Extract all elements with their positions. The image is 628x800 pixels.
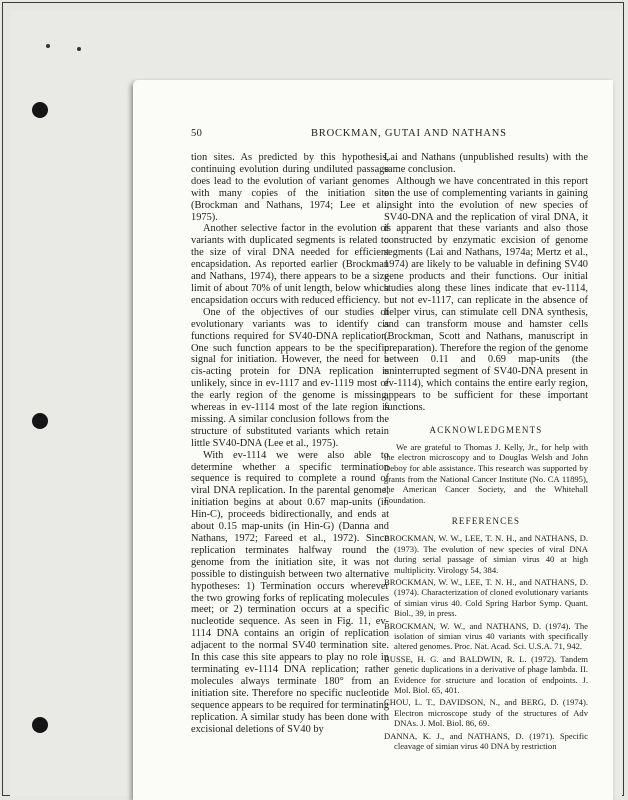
- body-paragraph: Although we have concentrated in this report on the use of complementing variants in gaining insight into the evolution of new species of SV40-DNA and the replication of viral DNA, it is apparent that these variants and also those constructed by enzymatic excision of genome segments (Lai and Nathans, 1974a; Mertz et al., 1974) are likely to be valuable in defining SV40 gene products and their functions. Our initial studies along these lines indicate that ev-1114, but not ev-1117, can replicate in the absence of helper virus, can stimulate cell DNA synthesis, and can transform mouse and hamster cells (Brockman, Scott and Nathans, manuscript in preparation). Therefore the region of the genome between 0.11 and 0.69 map-units (the uninterrupted segment of SV40-DNA present in ev-1114), which contains the entire early region, appears to be sufficient for these important functions.: [384, 175, 588, 414]
- running-head: BROCKMAN, GUTAI AND NATHANS: [311, 128, 507, 139]
- acknowledgments-text: We are grateful to Thomas J. Kelly, Jr., for help with the electron microscopy and to Douglas Welsh and John Deboy for able assistance. This research was supported by grants from the National Cancer Institute (No. CA 11895), the American Cancer Society, and the Whitehall Foundation.: [384, 441, 588, 505]
- reference-item: BUSSE, H. G. and BALDWIN, R. L. (1972). Tandem genetic duplications in a derivative of phage lambda. II. Evidence for structure and location of endpoints. J. Mol. Biol. 65, 401.: [384, 653, 588, 695]
- reference-item: BROCKMAN, W. W., LEE, T. N. H., and NATHANS, D. (1974). Characterization of cloned evolutionary variants of simian virus 40. Cold Spring Harbor Symp. Quant. Biol., 39, in press.: [384, 576, 588, 619]
- page-number: 50: [191, 128, 203, 139]
- left-column: [191, 152, 389, 735]
- body-paragraph: One of the objectives of our studies of evolutionary variants was to identify cis functions required for SV40-DNA replication. One such function appears to be the specific signal for initiation. However, the need for a cis-acting protein for DNA replication is unlikely, since in ev-1117 and ev-1119 most of the early region of the genome is missing, whereas in ev-1114 most of the late region is missing. A similar conclusion follows from the structure of substituted variants which retain little SV40-DNA (Lee et al., 1975).: [191, 306, 389, 449]
- body-paragraph: Lai and Nathans (unpublished results) with the same conclusion.: [384, 152, 588, 175]
- body-paragraph: With ev-1114 we were also able to determine whether a specific termination sequence is required to complete a round of viral DNA replication. In the parental genome, initiation begins at about 0.67 map-units (in Hin-C), proceeds bidirectionally, and ends at about 0.15 map-units (in Hin-G) (Danna and Nathans, 1972; Fareed et al., 1972). Since replication terminates halfway round the genome from the initiation site, it was not possible to distinguish between two alternative hypotheses: 1) Termination occurs wherever the two growing forks of replicating molecules meet; or 2) termination occurs at a specific nucleotide sequence. As seen in Fig. 11, ev-1114 DNA contains an origin of replication adjacent to the normal SV40 termination site. In this case this site appears to play no role in terminating ev-1114 DNA replication; rather molecules always terminate 180° from an initiation site. Therefore no specific nucleotide sequence appears to be required for terminating replication. A similar study has been done with excisional deletions of SV40 by: [191, 449, 389, 735]
- scan-speck: [46, 44, 50, 48]
- binder-hole-top: [32, 102, 48, 118]
- reference-item: DANNA, K. J., and NATHANS, D. (1971). Specific cleavage of simian virus 40 DNA by restriction: [384, 730, 588, 752]
- body-paragraph: tion sites. As predicted by this hypothesis, continuing evolution during undiluted passage does lead to the evolution of variant genomes with many copies of the initiation site (Brockman and Nathans, 1974; Lee et al., 1975).: [191, 152, 389, 223]
- reference-item: CHOU, L. T., DAVIDSON, N., and BERG, D. (1974). Electron microscope study of the structures of Adv DNAs. J. Mol. Biol. 86, 69.: [384, 697, 588, 729]
- right-column: [384, 152, 588, 753]
- binder-hole-middle: [32, 413, 48, 429]
- reference-item: BROCKMAN, W. W., and NATHANS, D. (1974). The isolation of simian virus 40 variants with specifically altered genomes. Proc. Nat. Acad. Sci. U.S.A. 71, 942.: [384, 620, 588, 652]
- scan-speck: [77, 47, 81, 51]
- binder-hole-bottom: [32, 717, 48, 733]
- references-heading: REFERENCES: [451, 516, 521, 527]
- reference-list: [384, 533, 588, 751]
- reference-item: BROCKMAN, W. W., LEE, T. N. H., and NATHANS, D. (1973). The evolution of new species of viral DNA during serial passage of simian virus 40 at high multiplicity. Virology 54, 384.: [384, 533, 588, 575]
- body-paragraph: Another selective factor in the evolution of variants with duplicated segments is related to the size of viral DNA needed for efficient encapsidation. As reported earlier (Brockman and Nathans, 1974), there appears to be a size limit of about 70% of unit length, below which encapsidation occurs with reduced efficiency.: [191, 223, 389, 306]
- acknowledgments-heading: ACKNOWLEDGMENTS: [429, 424, 543, 435]
- journal-page: [133, 80, 613, 800]
